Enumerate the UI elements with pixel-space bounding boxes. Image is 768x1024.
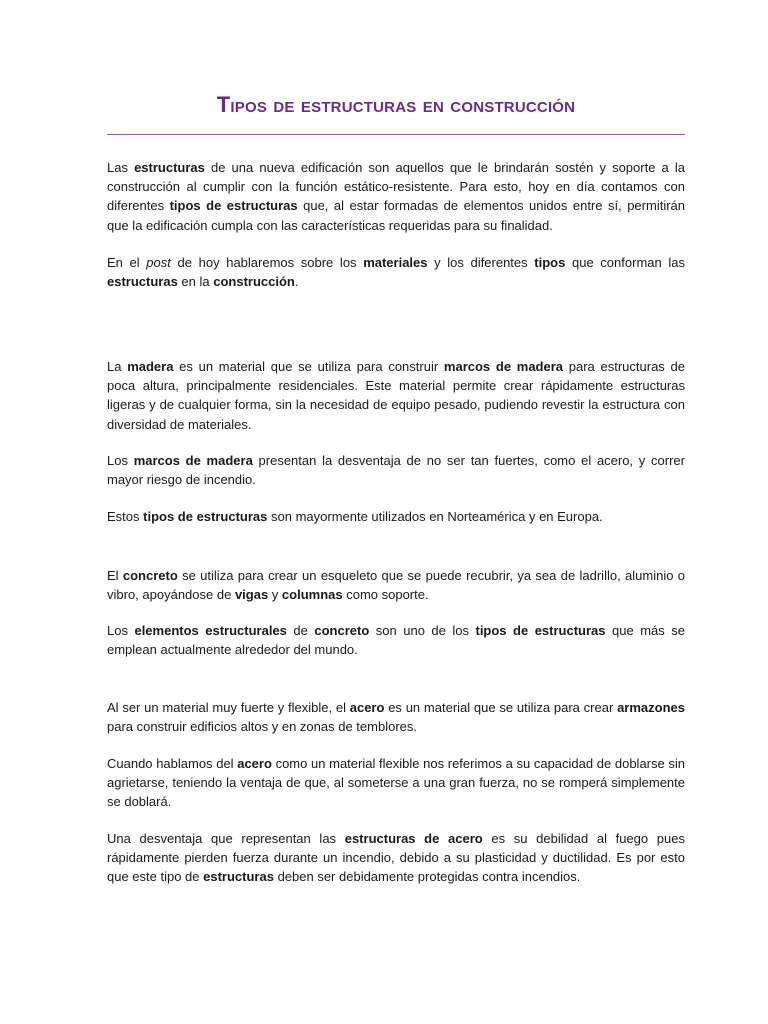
bold-term: columnas [281,587,343,603]
text-run: es su debilidad al fuego pues rápidamente pierden fuerza durante un incendio, debido a su plasticidad y ductilidad. Es por esto que este tipo de [107,831,685,885]
text-run: que más se emplean actualmente alrededor del mundo. [107,623,685,658]
text-run: como un material flexible nos referimos a su capacidad de doblarse sin agrietarse, teniendo la ventaja de que, al someterse a una gran fuerza, no se romperá simplemente se doblará. [107,756,686,810]
bold-term: armazones [617,700,685,715]
bold-term: tipos de estructuras [475,623,606,638]
text-run: Estos [107,509,144,524]
text-run: presentan la desventaja de no ser tan fuertes, como el acero, y correr mayor riesgo de incendio. [107,453,685,488]
text-run: es un material que se utiliza para construir [173,359,444,374]
text-run: como soporte. [342,587,429,603]
text-run: de [286,623,315,638]
bold-term: tipos [534,255,566,270]
bold-term: construcción [213,274,295,290]
text-run: son mayormente utilizados en Norteamérica y en Europa. [267,509,603,524]
text-run: en la [177,274,214,290]
text-run: En el [107,255,147,270]
paragraph-post-overview [107,253,685,291]
bold-term: elementos estructurales [134,623,287,638]
text-run: que, al estar formadas de elementos unidos entre sí, permitirán que la edificación cumpla con las características requeridas para su finalidad. [107,198,685,233]
text-run: de una nueva edificación son aquellos que le brindarán sostén y soporte a la construcción al cumplir con la función estático-resistente. Para esto, hoy en día contamos con diferentes [107,160,685,214]
bold-term: estructuras [203,869,274,885]
text-run: es un material que se utiliza para crear [384,700,618,715]
text-run: . [294,274,299,290]
bold-term: acero [349,700,385,715]
text-run: Los [107,453,134,468]
bold-term: tipos de estructuras [143,509,268,524]
text-run: Al ser un material muy fuerte y flexible, el [107,700,350,715]
paragraph-acero-flexible [107,754,685,812]
bold-term: vigas [234,587,269,603]
bold-term: materiales [363,255,428,270]
bold-term: concreto [314,623,370,638]
paragraph-acero [107,698,685,736]
paragraph-concreto-elementos [107,621,685,659]
bold-term: marcos de madera [133,453,253,468]
paragraph-madera-uso [107,507,685,526]
paragraph-intro [107,158,685,235]
text-run: para estructuras de poca altura, principalmente residenciales. Este material permite crear rápidamente estructuras ligeras y de cualquier forma, sin la necesidad de equipo pesado, pudiendo revestir la estructura con diversidad de materiales. [107,359,685,432]
bold-term: tipos de estructuras [169,198,298,214]
text-run: Los [107,623,135,638]
text-run: y los diferentes [427,255,535,270]
bold-term: acero [237,756,272,771]
paragraph-acero-desventaja [107,829,685,887]
bold-term: estructuras [107,274,178,290]
text-run: que conforman las [565,255,685,270]
text-run: deben ser debidamente protegidas contra incendios. [273,869,581,885]
text-run: para construir edificios altos y en zonas de temblores. [107,719,417,735]
italic-term: post [146,255,171,270]
text-run: El [107,568,123,583]
paragraph-concreto [107,566,685,604]
text-run: Las [107,160,135,175]
bold-term: estructuras de acero [344,831,483,846]
bold-term: concreto [122,568,178,583]
text-run: son uno de los [369,623,476,638]
text-run: La [107,359,128,374]
title-divider [107,134,685,135]
paragraph-madera-desventaja [107,451,685,489]
text-run: Cuando hablamos del [107,756,238,771]
text-run: se utiliza para crear un esqueleto que se puede recubrir, ya sea de ladrillo, aluminio o vibro, apoyándose de [107,568,685,603]
text-run: de hoy hablaremos sobre los [170,255,364,270]
text-run: y [268,587,282,603]
paragraph-madera [107,357,685,434]
text-run: Una desventaja que representan las [107,831,345,846]
document-title: Tipos de estructuras en construcción [216,92,576,117]
bold-term: estructuras [134,160,205,175]
bold-term: madera [127,359,174,374]
bold-term: marcos de madera [443,359,564,374]
